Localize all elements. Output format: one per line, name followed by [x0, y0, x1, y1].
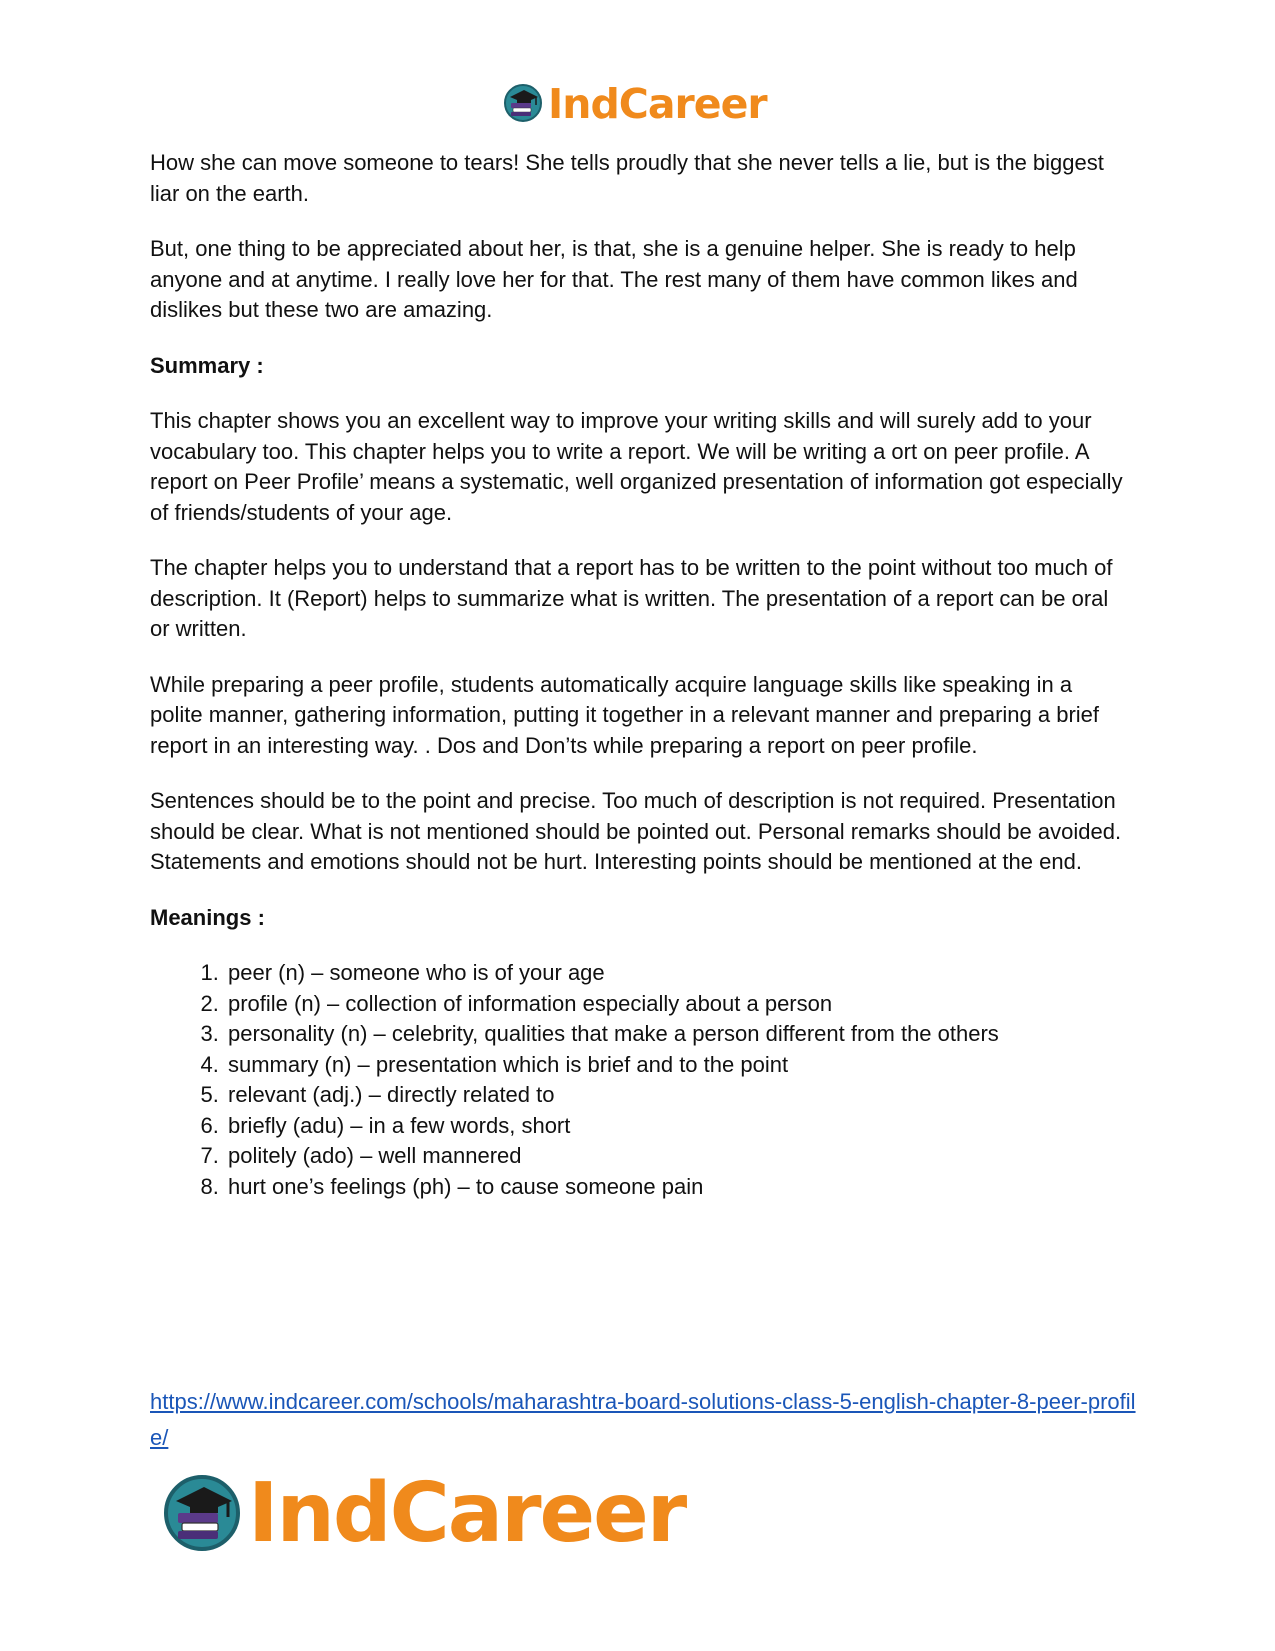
list-item: 5. relevant (adj.) – directly related to — [225, 1080, 1125, 1111]
paragraph: But, one thing to be appreciated about her, is that, she is a genuine helper. She is ready to help anyone and at anytime. I really love her for that. The rest many of them have common likes and dislikes but these two are amazing. — [150, 236, 1078, 322]
meanings-heading: Meanings : — [150, 904, 265, 930]
summary-paragraph: This chapter shows you an excellent way to improve your writing skills and will surely add to your vocabulary too. This chapter helps you to write a report. We will be writing a ort on peer profile. A report on Peer Profile’ means a systematic, well organized presentation of information got especially of friends/students of your age. — [150, 408, 1123, 525]
list-item: 4. summary (n) – presentation which is brief and to the point — [225, 1050, 1125, 1081]
document-body — [150, 148, 1125, 1202]
meanings-list — [150, 958, 1125, 1202]
source-link[interactable]: https://www.indcareer.com/schools/maharashtra-board-solutions-class-5-english-chapter-8-peer-profile/ — [150, 1389, 1136, 1450]
list-item: 6. briefly (adu) – in a few words, short — [225, 1111, 1125, 1142]
brand-logo-footer — [160, 1465, 686, 1561]
summary-heading: Summary : — [150, 352, 264, 378]
brand-name: IndCareer — [548, 80, 767, 128]
list-item: 3. personality (n) – celebrity, qualities that make a person different from the others — [225, 1019, 1125, 1050]
graduation-cap-books-globe-icon — [160, 1469, 244, 1558]
list-item: 7. politely (ado) – well mannered — [225, 1141, 1125, 1172]
summary-paragraph: Sentences should be to the point and precise. Too much of description is not required. Presentation should be clear. What is not mentioned should be pointed out. Personal remarks should be avoided. Statements and emotions should not be hurt. Interesting points should be mentioned at the end. — [150, 788, 1122, 874]
list-item: 2. profile (n) – collection of information especially about a person — [225, 989, 1125, 1020]
source-link-block — [150, 1384, 1140, 1456]
graduation-cap-books-globe-icon — [502, 81, 544, 128]
summary-paragraph: The chapter helps you to understand that a report has to be written to the point without too much of description. It (Report) helps to summarize what is written. The presentation of a report can be oral or written. — [150, 555, 1113, 641]
list-item: 1. peer (n) – someone who is of your age — [225, 958, 1125, 989]
summary-paragraph: While preparing a peer profile, students automatically acquire language skills like speaking in a polite manner, gathering information, putting it together in a relevant manner and preparing a brief report in an interesting way. . Dos and Don’ts while preparing a report on peer profile. — [150, 671, 1100, 758]
list-item: 8. hurt one’s feelings (ph) – to cause someone pain — [225, 1172, 1125, 1203]
brand-logo-header — [502, 80, 767, 128]
brand-name: IndCareer — [248, 1465, 686, 1561]
paragraph: How she can move someone to tears! She tells proudly that she never tells a lie, but is the biggest liar on the earth. — [150, 150, 1104, 206]
